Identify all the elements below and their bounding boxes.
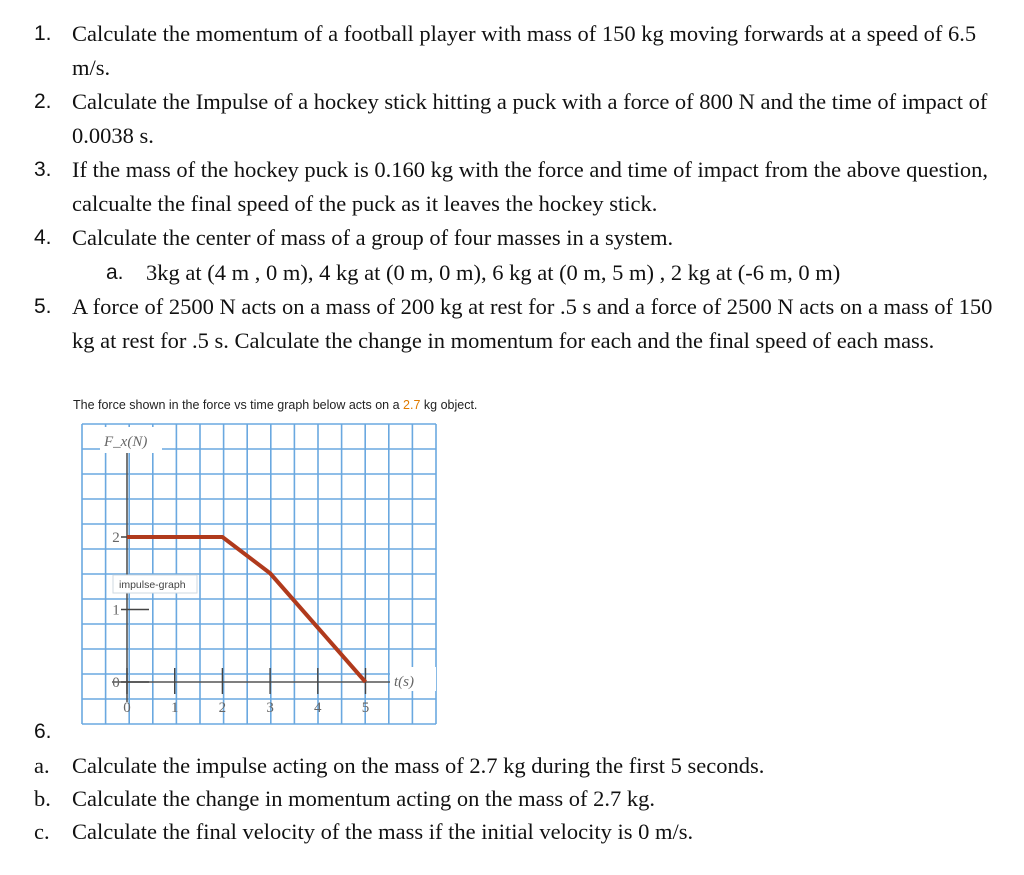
x-tick-label: 0 — [123, 700, 131, 716]
question-number: 3. — [34, 158, 52, 181]
axis-labels — [100, 427, 436, 691]
question-number: 1. — [34, 22, 52, 45]
sub-label: b. — [34, 786, 51, 811]
y-tick-label: 2 — [112, 530, 120, 546]
x-tick-label: 2 — [218, 700, 227, 716]
sub-text: Calculate the impulse acting on the mass of 2.7 kg during the first 5 seconds. — [72, 753, 765, 778]
caption-after: kg object. — [420, 398, 478, 412]
y-axis-label: F_x(N) — [104, 434, 148, 450]
force-series-line — [127, 537, 366, 682]
x-tick-label: 3 — [266, 700, 274, 716]
sub-label: c. — [34, 819, 50, 844]
grid-lines — [82, 424, 436, 724]
question-6-number: 6. — [34, 720, 52, 743]
question-text: Calculate the momentum of a football player with mass of 150 kg moving forwards at a speed of 6.5 m/s. — [72, 21, 977, 80]
sub-label: a. — [34, 753, 50, 778]
sub-text: Calculate the final velocity of the mass if the initial velocity is 0 m/s. — [72, 819, 694, 844]
x-tick-label: 4 — [314, 700, 322, 716]
tick-marks — [121, 537, 366, 694]
question-number: 4. — [34, 226, 52, 249]
question-text: Calculate the center of mass of a group of four masses in a system. — [72, 225, 674, 250]
tick-labels — [112, 530, 369, 716]
question-text: Calculate the Impulse of a hockey stick hitting a puck with a force of 800 N and the time of impact of 0.0038 s. — [72, 89, 988, 148]
series — [127, 537, 366, 682]
caption-before: The force shown in the force vs time graph below acts on a — [73, 398, 404, 412]
question-text: If the mass of the hockey puck is 0.160 kg with the force and time of impact from the above question, calcualte the final speed of the puck as it leaves the hockey stick. — [72, 157, 989, 216]
question-text: A force of 2500 N acts on a mass of 200 kg at rest for .5 s and a force of 2500 N acts on a mass of 150 kg at rest for .5 s. Calculate the change in momentum for each and the final speed of each mass. — [72, 294, 993, 353]
sub-text: Calculate the change in momentum acting on the mass of 2.7 kg. — [72, 786, 655, 811]
caption-mass: 2.7 — [403, 398, 421, 412]
x-tick-label: 5 — [361, 700, 370, 716]
overlay-label: impulse-graph — [119, 579, 186, 591]
sub-text: 3kg at (4 m , 0 m), 4 kg at (0 m, 0 m), 6 kg at (0 m, 5 m) , 2 kg at (-6 m, 0 m) — [146, 260, 841, 285]
question-number: 5. — [34, 295, 52, 318]
x-tick-label: 1 — [170, 700, 179, 716]
y-tick-label: 1 — [112, 602, 120, 619]
x-axis-label: t(s) — [394, 674, 414, 690]
sub-label: a. — [106, 261, 124, 284]
question-number: 2. — [34, 90, 52, 113]
y-tick-label: 0 — [112, 675, 120, 691]
